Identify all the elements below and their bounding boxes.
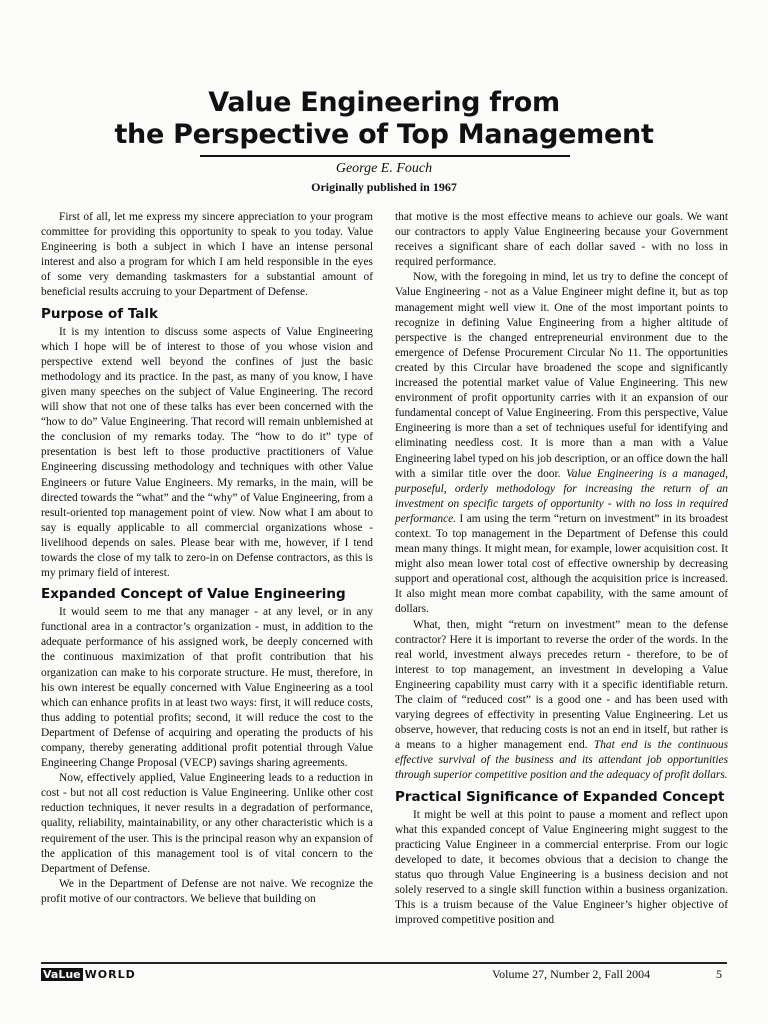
purpose-paragraph: It is my intention to discuss some aspects of Value Engineering which I hope will be of interest to those of you whose vision and perspective extend well beyond the confines of just the basic methodology and its practice. In the past, as many of you know, I have given many speeches on the subject of Value Engineering. The record will show that not one of these talks has ever been concerned with the “how to do” Value Engineering. That record will remain unblemished at the conclusion of my remarks today. The “how to do it” type of presentation is best left to those productive practitioners of Value Engineering discussing methodology and techniques with other Value Engineers or future Value Engineers. My remarks, in the main, will be directed towards the “what” and the “why” of Value Engineering, from a result-oriented top management point of view. Now what I am about to say is equally applicable to all commercial organizations whose - livelihood depends on sales. Please bear with me, however, if I tend towards the close of my talk to zero-in on Defense contractors, as this is my primary field of interest. — [41, 325, 373, 580]
title-line-2: the Perspective of Top Management — [114, 119, 654, 150]
heading-purpose: Purpose of Talk — [41, 305, 159, 322]
title-line-1: Value Engineering from — [208, 87, 560, 118]
right-paragraph-4: It might be well at this point to pause a moment and reflect upon what this expanded concept of Value Engineering might suggest to the practicing Value Engineer in a commercial enterprise. From our logic developed to date, it becomes obvious that a decision to change the status quo through Value Engineering is a business decision and not solely reserved to a single skill function within a business organization. This is a truism because of the Value Engineer’s higher objective of improved competitive position and — [395, 808, 728, 927]
right-column — [395, 210, 728, 928]
left-column — [41, 210, 373, 907]
footer-divider — [41, 962, 727, 964]
expanded-paragraph-3: We in the Department of Defense are not naive. We recognize the profit motive of our contractors. We believe that building on — [41, 877, 373, 905]
title-divider — [200, 155, 570, 157]
expanded-paragraph-2: Now, effectively applied, Value Engineering leads to a reduction in cost - but not all cost reduction is Value Engineering. Unlike other cost reduction techniques, it never results in a degradation of performance, quality, reliability, maintainability, or any other characteristic which is a requirement of the user. This is the principal reason why an expansion of the application of this management tool is of vital concern to the Department of Defense. — [41, 772, 373, 875]
p3-emphasis: That end is the continuous effective survival of the business and its attendant job opportunities through superior competitive position and the adequacy of profit dollars. — [395, 739, 728, 782]
right-paragraph-1: that motive is the most effective means to achieve our goals. We want our contractors to apply Value Engineering because your Government receives a significant share of each dollar saved - with no loss in required performance. — [395, 211, 728, 269]
volume-info: Volume 27, Number 2, Fall 2004 — [492, 967, 651, 981]
author: George E. Fouch — [335, 161, 433, 176]
p3-text-a: What, then, might “return on investment” mean to the defense contractor? Here it is important to reverse the order of the words. In the real world, investment always precedes return - therefore, to be of interest to top management, an investment in developing a Value Engineering capability must carry with it a specific identifiable return. The claim of “reduced cost” is a good one - and has been used with varying degrees of effectivity in presenting Value Engineering. Let us observe, however, that reducing costs is not an end in itself, but rather is a means to a higher management end. — [395, 618, 728, 752]
p2-definition: Value Engineering is a managed, purposeful, orderly methodology for increasing the return of an investment on specific targets of opportunity - with no loss in required performance. — [395, 467, 729, 525]
heading-expanded: Expanded Concept of Value Engineering — [41, 586, 346, 603]
right-paragraph-2 — [395, 270, 728, 617]
p2-text-a: Now, with the foregoing in mind, let us try to define the concept of Value Engineering - not as a Value Engineer might define it, but as top management might well view it. One of the most important points to recognize in defining Value Engineering from a higher altitude of perspective is the changed entrepreneurial environment due to the emergence of Defense Procurement Circular No 11. The opportunities created by this Circular have broadened the scope and significantly increased the potential market value of Value Engineering. This new environment of profit opportunity carries with it an expansion of our fundamental concept of Value Engineering. From this perspective, Value Engineering is more than a set of techniques useful for identifying and eliminating needless cost. It is more than a man with a Value Engineering label typed on his job description, or an office down the hall with a similar title over the door. — [395, 271, 728, 480]
page-number: 5 — [716, 967, 722, 981]
intro-paragraph: First of all, let me express my sincere appreciation to your program committee for providing this opportunity to speak to you today. Value Engineering is both a subject in which I have an intense personal interest and also a program for which I am held responsible in the eyes of some very demanding taskmasters for a substantial amount of beneficial results accruing to your Department of Defense. — [41, 211, 373, 299]
right-paragraph-3 — [395, 618, 728, 784]
heading-practical: Practical Significance of Expanded Concept — [395, 788, 725, 805]
published-note: Originally published in 1967 — [311, 180, 457, 194]
logo-block: VaLue — [43, 968, 81, 981]
p2-text-c: I am using the term “return on investment” in its broadest context. To top management in the Department of Defense this could mean many things. It might mean, for example, lower acquisition cost. It might also mean lower total cost of effective ownership by decreasing support and operational cost, although the acquisition price is increased. It also might mean more combat capability, with the same amount of dollars. — [395, 512, 728, 616]
magazine-logo — [41, 968, 136, 981]
logo-word: WORLD — [84, 968, 136, 981]
expanded-paragraph-1: It would seem to me that any manager - at any level, or in any functional area in a contractor’s organization - must, in addition to the adequate performance of his assigned work, be deeply concerned with the continuous maximization of that profit contribution that his organization can make to his corporate structure. He must, therefore, in his own interest be equally concerned with Value Engineering as a tool which can enhance profits in at least two ways: first, it will reduce costs, thus adding to potential profits; second, it will reduce the cost to the Department of Defense of acquiring and operating the products of his company, thereby generating additional profit potential through Value Engineering Change Proposal (VECP) savings sharing agreements. — [41, 606, 373, 770]
